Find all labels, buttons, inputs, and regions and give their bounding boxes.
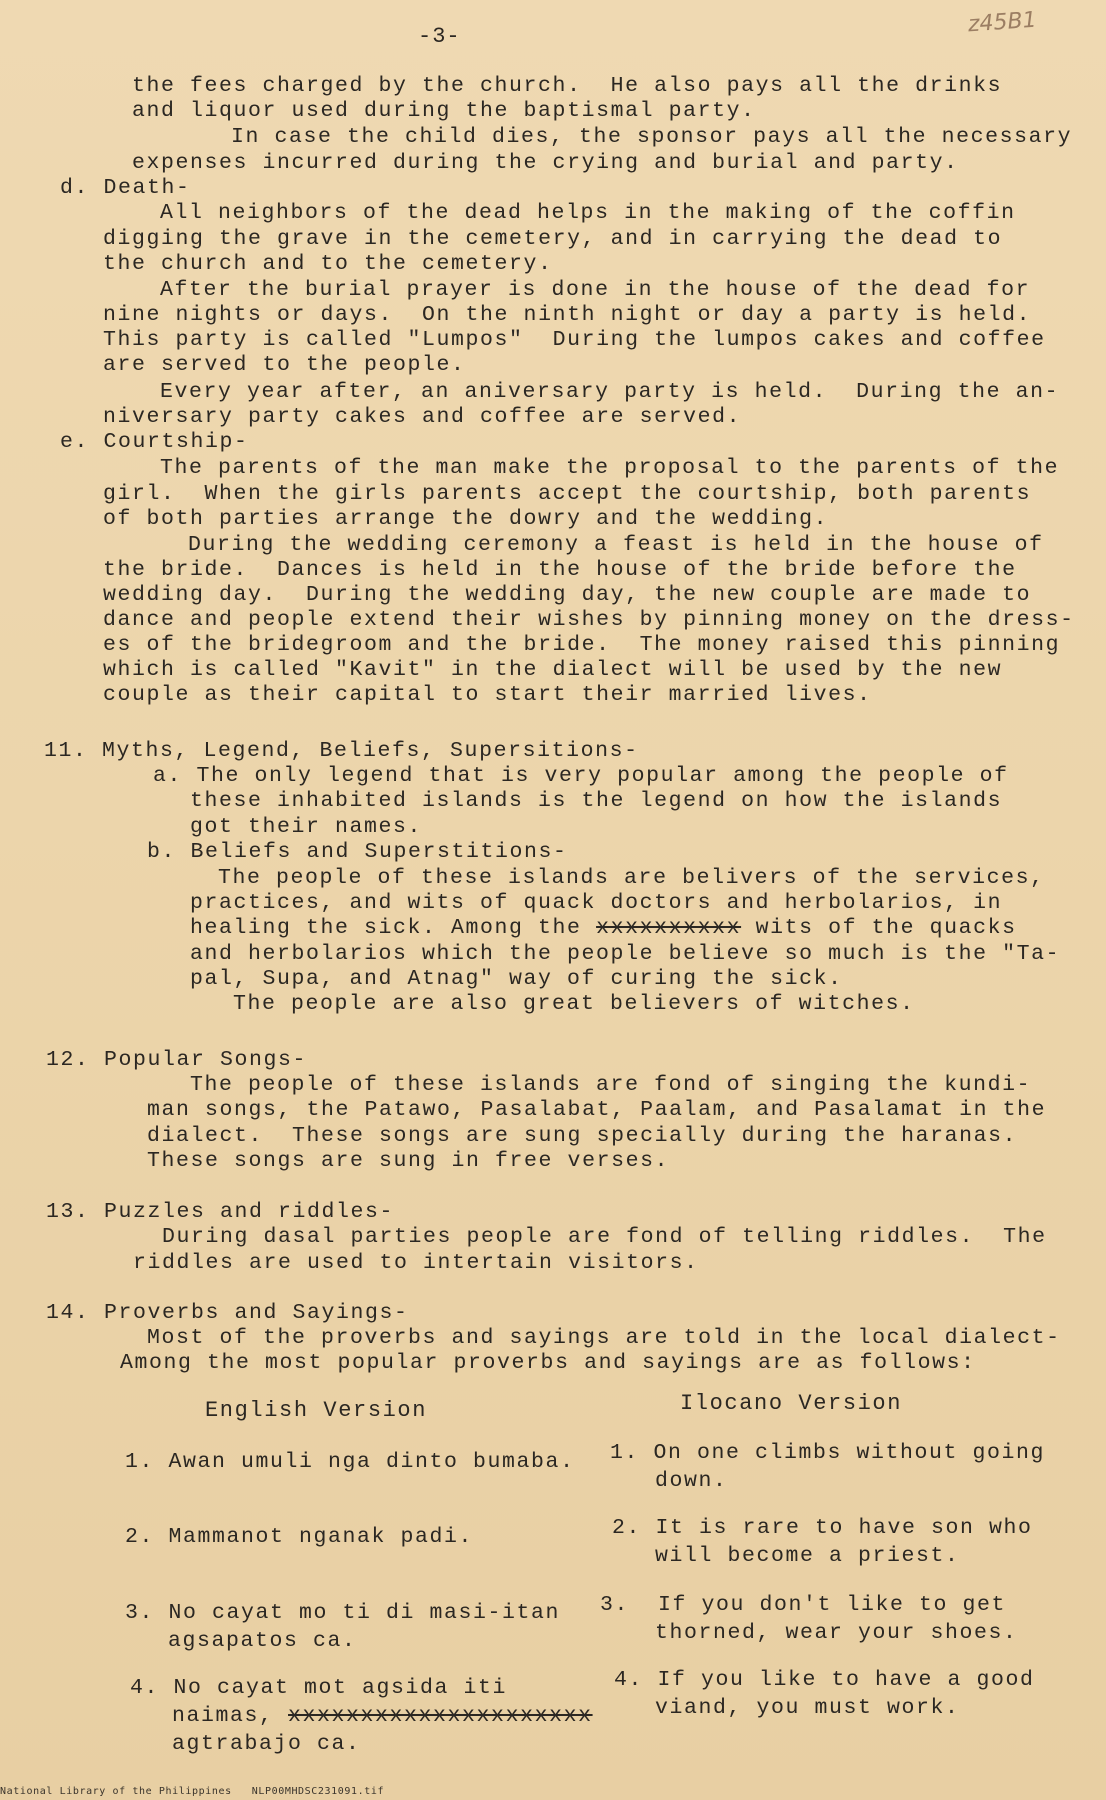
text-line: the bride. Dances is held in the house of the bride before the (103, 558, 1017, 582)
text-fragment: naimas, (172, 1704, 289, 1728)
text-line: All neighbors of the dead helps in the making of the coffin (160, 201, 1016, 225)
proverb-left (172, 1706, 593, 1728)
text-line (190, 918, 1017, 940)
text-line: In case the child dies, the sponsor pays all the necessary (231, 125, 1073, 149)
text-line: The people are also great believers of witches. (233, 992, 915, 1016)
text-line: and liquor used during the baptismal party. (132, 99, 756, 123)
text-line: dialect. These songs are sung specially during the haranas. (147, 1124, 1018, 1148)
proverb-right: 3. If you don't like to get (600, 1593, 1007, 1617)
section-heading: d. Death- (60, 176, 191, 200)
text-line: During the wedding ceremony a feast is held in the house of (188, 533, 1044, 557)
text-line: During dasal parties people are fond of telling riddles. The (162, 1225, 1047, 1249)
proverb-right: 1. On one climbs without going (610, 1441, 1046, 1465)
library-name: National Library of the Philippines (0, 1786, 232, 1797)
text-fragment: wits of the quacks (741, 916, 1017, 940)
proverb-left: 1. Awan umuli nga dinto bumaba. (125, 1450, 575, 1474)
text-line: digging the grave in the cemetery, and in carrying the dead to (103, 227, 1003, 251)
text-line: The people of these islands are fond of singing the kundi- (190, 1073, 1032, 1097)
text-line: es of the bridegroom and the bride. The money raised this pinning (103, 633, 1061, 657)
archive-stamp: z45B1 (967, 7, 1038, 38)
ilocano-version-heading: Ilocano Version (680, 1391, 903, 1416)
proverb-left: agsapatos ca. (168, 1629, 357, 1653)
struck-out-text: xxxxxxxxxx (596, 916, 742, 940)
page-number: -3- (418, 24, 461, 49)
english-version-heading: English Version (205, 1398, 428, 1423)
text-line: The parents of the man make the proposal to the parents of the (160, 456, 1060, 480)
proverb-left: agtrabajo ca. (172, 1732, 361, 1756)
proverb-left: 3. No cayat mo ti di masi-itan (125, 1601, 561, 1625)
proverb-right: thorned, wear your shoes. (655, 1621, 1018, 1645)
text-line: expenses incurred during the crying and burial and party. (132, 151, 959, 175)
text-line: Most of the proverbs and sayings are told in the local dialect- (147, 1326, 1061, 1350)
text-line: girl. When the girls parents accept the courtship, both parents (103, 482, 1032, 506)
text-line: wedding day. During the wedding day, the new couple are made to (103, 583, 1032, 607)
text-line: dance and people extend their wishes by pinning money on the dress- (103, 608, 1075, 632)
text-line: got their names. (190, 815, 423, 839)
section-heading: e. Courtship- (60, 430, 249, 454)
text-line: and herbolarios which the people believe so much is the "Ta- (190, 942, 1061, 966)
text-line: This party is called "Lumpos" During the lumpos cakes and coffee (103, 328, 1046, 352)
text-line: pal, Supa, and Atnag" way of curing the sick. (190, 967, 843, 991)
text-line: These songs are sung in free verses. (147, 1149, 670, 1173)
text-line: of both parties arrange the dowry and the wedding. (103, 507, 829, 531)
text-line: are served to the people. (103, 353, 466, 377)
text-line: the church and to the cemetery. (103, 252, 553, 276)
text-line: which is called "Kavit" in the dialect will be used by the new (103, 658, 1003, 682)
text-line: practices, and wits of quack doctors and herbolarios, in (190, 891, 1003, 915)
proverb-right: 2. It is rare to have son who (612, 1516, 1033, 1540)
struck-out-text: xxxxxxxxxxxxxxxxxxxxx (288, 1704, 593, 1728)
text-line: couple as their capital to start their married lives. (103, 683, 872, 707)
proverb-right: down. (655, 1469, 728, 1493)
text-line: nine nights or days. On the ninth night or day a party is held. (103, 303, 1032, 327)
text-line: a. The only legend that is very popular among the people of (153, 764, 1009, 788)
subsection-heading: b. Beliefs and Superstitions- (147, 840, 568, 864)
text-line: these inhabited islands is the legend on how the islands (190, 789, 1003, 813)
section-heading: 12. Popular Songs- (46, 1048, 308, 1072)
proverb-right: viand, you must work. (655, 1696, 960, 1720)
text-line: After the burial prayer is done in the house of the dead for (160, 278, 1031, 302)
proverb-right: 4. If you like to have a good (614, 1668, 1035, 1692)
section-heading: 11. Myths, Legend, Beliefs, Supersitions- (44, 739, 639, 763)
text-line: the fees charged by the church. He also pays all the drinks (132, 74, 1003, 98)
section-heading: 14. Proverbs and Sayings- (46, 1301, 409, 1325)
text-fragment: healing the sick. Among the (190, 916, 597, 940)
archive-footer (0, 1786, 384, 1797)
proverb-left: 2. Mammanot nganak padi. (125, 1525, 474, 1549)
section-heading: 13. Puzzles and riddles- (46, 1200, 395, 1224)
text-line: niversary party cakes and coffee are served. (103, 405, 742, 429)
proverb-right: will become a priest. (655, 1544, 960, 1568)
proverb-left: 4. No cayat mot agsida iti (130, 1676, 508, 1700)
text-line: man songs, the Patawo, Pasalabat, Paalam, and Pasalamat in the (147, 1098, 1047, 1122)
text-line: riddles are used to intertain visitors. (133, 1251, 699, 1275)
text-line: Every year after, an aniversary party is held. During the an- (160, 380, 1060, 404)
text-line: Among the most popular proverbs and sayings are as follows: (120, 1351, 976, 1375)
file-id: NLP00MHDSC231091.tif (251, 1786, 385, 1797)
text-line: The people of these islands are belivers of the services, (218, 866, 1045, 890)
